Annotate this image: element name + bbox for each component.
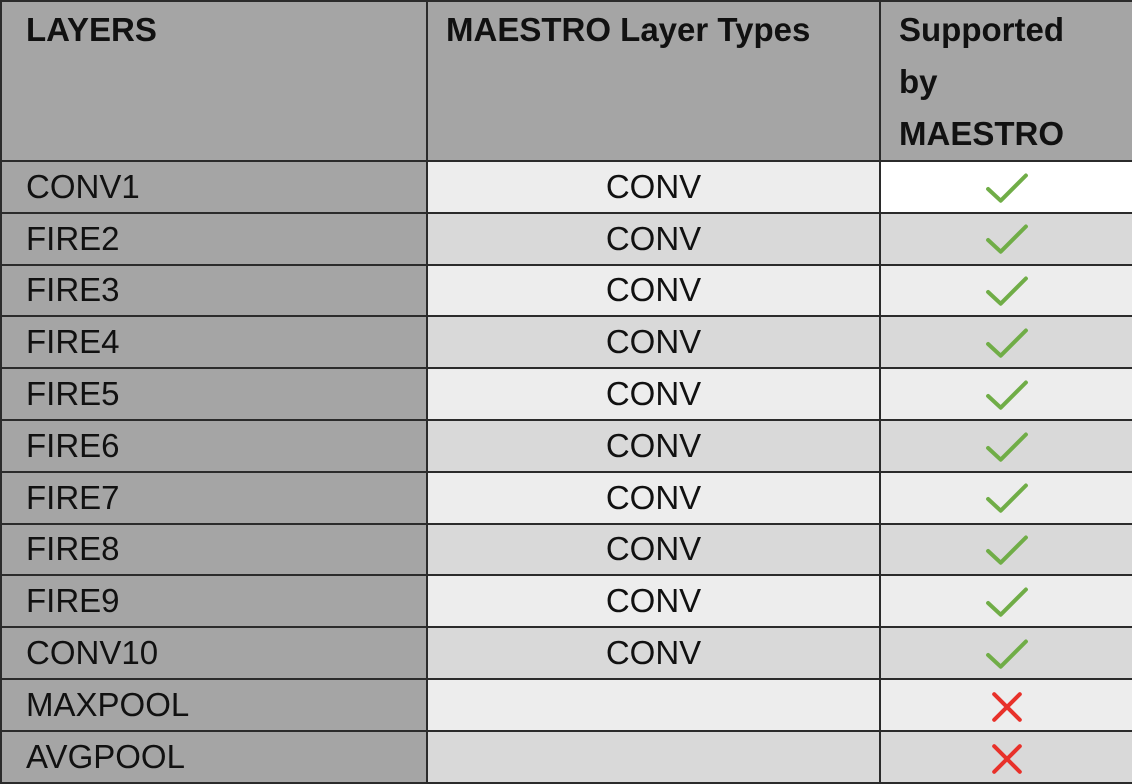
- check-icon: [983, 637, 1031, 673]
- layer-type-cell: CONV: [427, 472, 880, 524]
- table-row: [1, 420, 1132, 472]
- check-icon: [983, 533, 1031, 569]
- check-icon: [983, 171, 1031, 207]
- layer-type-cell: CONV: [427, 575, 880, 627]
- layer-name-cell: FIRE4: [1, 316, 427, 368]
- table-row: [1, 472, 1132, 524]
- layer-type-cell: CONV: [427, 265, 880, 317]
- check-icon: [983, 326, 1031, 362]
- check-icon: [983, 481, 1031, 517]
- check-icon: [983, 430, 1031, 466]
- header-supported: [880, 1, 1132, 161]
- check-icon: [983, 274, 1031, 310]
- supported-cell: [880, 627, 1132, 679]
- check-icon: [983, 378, 1031, 414]
- check-icon: [983, 585, 1031, 621]
- check-icon: [983, 222, 1031, 258]
- supported-cell: [880, 213, 1132, 265]
- table-body: [1, 161, 1132, 783]
- table-row: [1, 679, 1132, 731]
- layer-type-cell: CONV: [427, 627, 880, 679]
- supported-cell: [880, 316, 1132, 368]
- layer-type-cell: CONV: [427, 316, 880, 368]
- supported-cell: [880, 368, 1132, 420]
- layer-name-cell: FIRE5: [1, 368, 427, 420]
- layer-type-cell: CONV: [427, 213, 880, 265]
- layer-type-cell: [427, 731, 880, 783]
- supported-cell: [880, 524, 1132, 576]
- header-supported-line2: by: [899, 63, 938, 100]
- header-layer-types: MAESTRO Layer Types: [427, 1, 880, 161]
- supported-cell: [880, 161, 1132, 213]
- supported-cell: [880, 420, 1132, 472]
- table-row: [1, 627, 1132, 679]
- supported-cell: [880, 472, 1132, 524]
- layer-name-cell: FIRE3: [1, 265, 427, 317]
- layer-name-cell: CONV1: [1, 161, 427, 213]
- table-row: [1, 265, 1132, 317]
- layer-name-cell: FIRE6: [1, 420, 427, 472]
- table-row: [1, 161, 1132, 213]
- layer-type-cell: CONV: [427, 524, 880, 576]
- supported-cell: [880, 679, 1132, 731]
- header-layers: LAYERS: [1, 1, 427, 161]
- layer-name-cell: FIRE2: [1, 213, 427, 265]
- supported-cell: [880, 265, 1132, 317]
- layer-type-cell: CONV: [427, 420, 880, 472]
- layer-name-cell: AVGPOOL: [1, 731, 427, 783]
- layer-type-cell: [427, 679, 880, 731]
- header-supported-line3: MAESTRO: [899, 115, 1064, 152]
- table-row: [1, 368, 1132, 420]
- cross-icon: [987, 690, 1027, 724]
- layer-type-cell: CONV: [427, 161, 880, 213]
- layer-name-cell: CONV10: [1, 627, 427, 679]
- layer-name-cell: FIRE8: [1, 524, 427, 576]
- layer-name-cell: MAXPOOL: [1, 679, 427, 731]
- table-row: [1, 524, 1132, 576]
- supported-cell: [880, 731, 1132, 783]
- layer-name-cell: FIRE7: [1, 472, 427, 524]
- layer-name-cell: FIRE9: [1, 575, 427, 627]
- table-row: [1, 316, 1132, 368]
- header-supported-line1: Supported: [899, 11, 1064, 48]
- table-row: [1, 213, 1132, 265]
- header-row: [1, 1, 1132, 161]
- supported-cell: [880, 575, 1132, 627]
- table-row: [1, 731, 1132, 783]
- layer-type-cell: CONV: [427, 368, 880, 420]
- table-row: [1, 575, 1132, 627]
- cross-icon: [987, 742, 1027, 776]
